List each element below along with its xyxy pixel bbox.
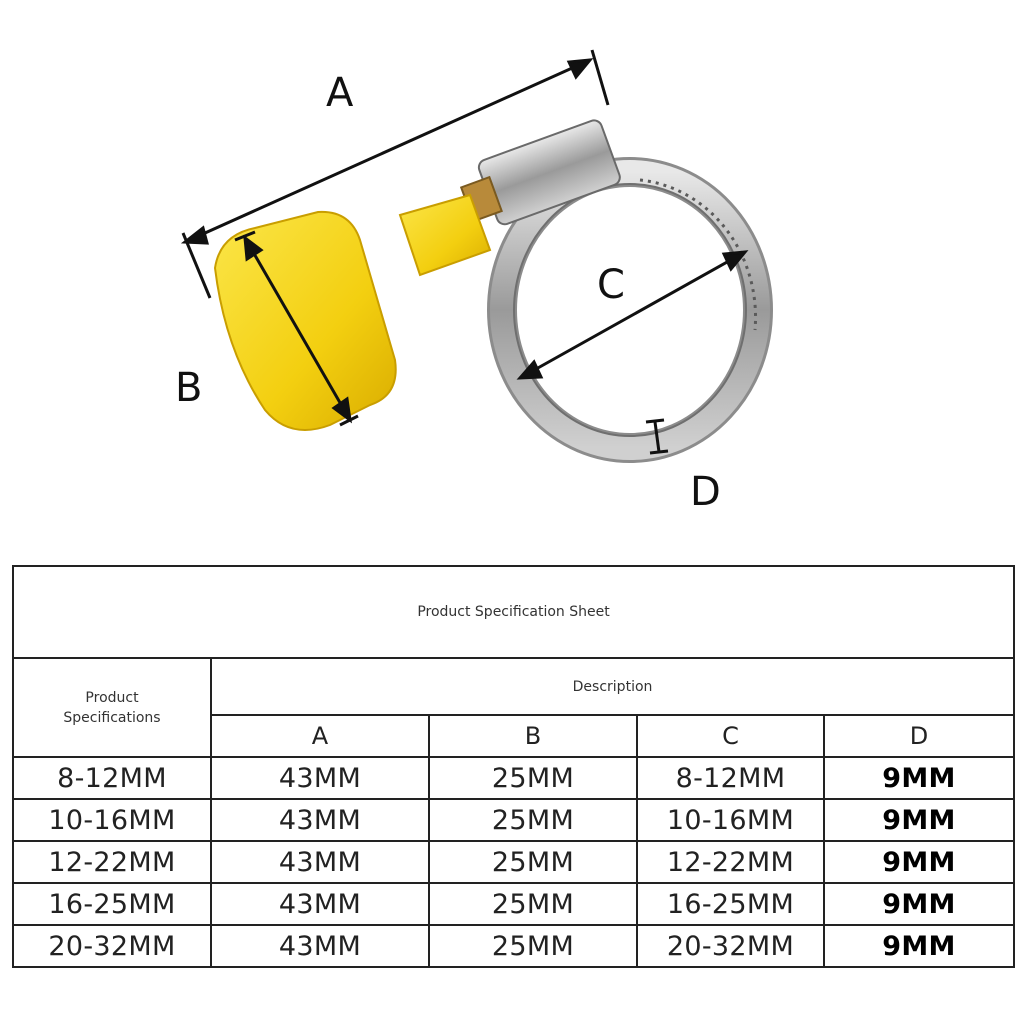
c-cell: 10-16MM xyxy=(637,799,824,841)
table-row xyxy=(13,925,1014,967)
c-cell: 12-22MM xyxy=(637,841,824,883)
table-title: Product Specification Sheet xyxy=(13,566,1014,658)
a-cell: 43MM xyxy=(211,757,429,799)
table-row xyxy=(13,883,1014,925)
b-cell: 25MM xyxy=(429,883,637,925)
spec-cell: 8-12MM xyxy=(13,757,211,799)
column-header-b: B xyxy=(429,715,637,757)
dimension-c-label: C xyxy=(597,262,625,308)
butterfly-knob xyxy=(215,195,490,430)
spec-cell: 12-22MM xyxy=(13,841,211,883)
c-cell: 8-12MM xyxy=(637,757,824,799)
b-cell: 25MM xyxy=(429,757,637,799)
b-cell: 25MM xyxy=(429,799,637,841)
clamp-band xyxy=(502,172,758,448)
arrow-a-start xyxy=(185,228,207,243)
column-header-c: C xyxy=(637,715,824,757)
b-cell: 25MM xyxy=(429,925,637,967)
d-cell: 9MM xyxy=(824,925,1014,967)
table-row xyxy=(13,757,1014,799)
spec-cell: 20-32MM xyxy=(13,925,211,967)
column-header-a: A xyxy=(211,715,429,757)
spec-cell: 10-16MM xyxy=(13,799,211,841)
c-cell: 16-25MM xyxy=(637,883,824,925)
a-cell: 43MM xyxy=(211,799,429,841)
dimension-b-label: B xyxy=(175,365,203,411)
dimension-a-label: A xyxy=(326,70,354,116)
d-cell: 9MM xyxy=(824,841,1014,883)
arrow-a-end xyxy=(569,60,590,77)
spec-header: Product Specifications xyxy=(13,658,211,757)
d-cell: 9MM xyxy=(824,799,1014,841)
d-cell: 9MM xyxy=(824,883,1014,925)
dimension-d-label: D xyxy=(690,469,721,515)
table-row xyxy=(13,799,1014,841)
a-cell: 43MM xyxy=(211,925,429,967)
c-cell: 20-32MM xyxy=(637,925,824,967)
description-header: Description xyxy=(211,658,1014,715)
a-cell: 43MM xyxy=(211,841,429,883)
spec-cell: 16-25MM xyxy=(13,883,211,925)
b-cell: 25MM xyxy=(429,841,637,883)
specification-table xyxy=(12,565,1015,968)
column-header-d: D xyxy=(824,715,1014,757)
a-cell: 43MM xyxy=(211,883,429,925)
dimension-c-line xyxy=(520,252,745,378)
d-cell: 9MM xyxy=(824,757,1014,799)
table-row xyxy=(13,841,1014,883)
